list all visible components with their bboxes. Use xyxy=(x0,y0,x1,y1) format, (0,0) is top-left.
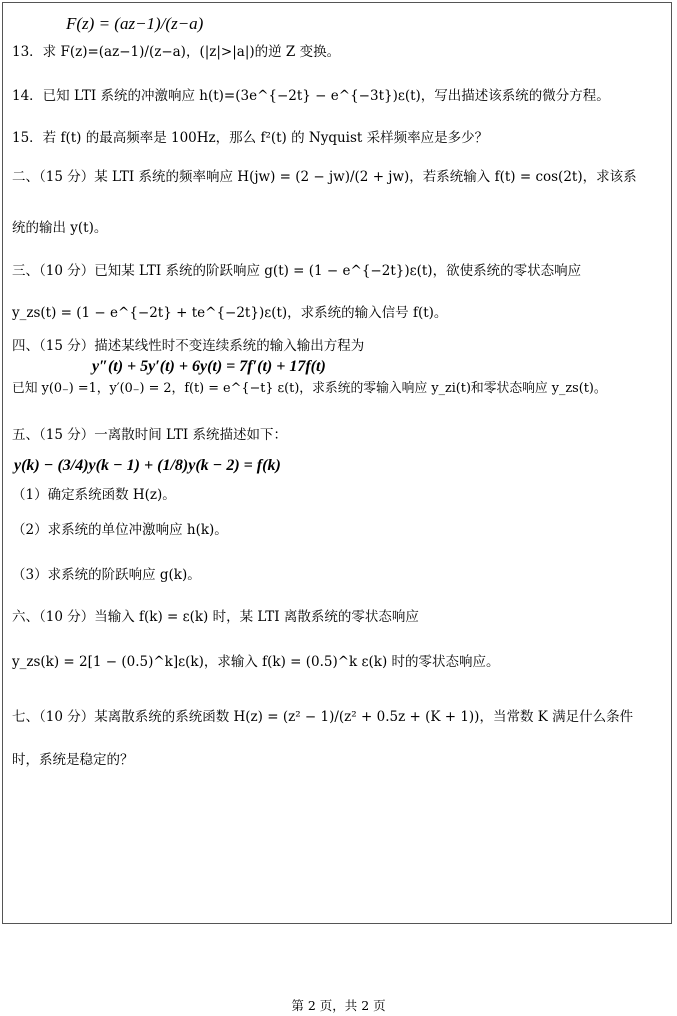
question-5-2: （2）求系统的单位冲激响应 h(k)。 xyxy=(12,522,228,538)
section-6-heading: 六、（10 分）当输入 f(k) = ε(k) 时，某 LTI 离散系统的零状态响应 xyxy=(12,609,419,625)
section-7-heading: 七、（10 分）某离散系统的系统函数 H(z) = (z² − 1)/(z² + 0.5z + (K + 1))，当常数 K 满足什么条件 xyxy=(12,709,634,725)
section-2-heading: 二、（15 分）某 LTI 系统的频率响应 H(jw) = (2 − jw)/(2 + jw)，若系统输入 f(t) = cos(2t)，求该系 xyxy=(12,169,637,185)
page-footer: 第 2 页，共 2 页 xyxy=(291,998,386,1013)
section-3-continued: y_zs(t) = (1 − e^{−2t} + te^{−2t})ε(t)，求系统的输入信号 f(t)。 xyxy=(12,305,448,321)
section-2-continued: 统的输出 y(t)。 xyxy=(12,220,108,236)
difference-equation: y(k) − (3/4)y(k − 1) + (1/8)y(k − 2) = f(k) xyxy=(14,457,281,474)
section-3-heading: 三、（10 分）已知某 LTI 系统的阶跃响应 g(t) = (1 − e^{−2t})ε(t)，欲使系统的零状态响应 xyxy=(12,263,582,279)
question-13: 13．求 F(z)=(az−1)/(z−a)，(|z|>|a|)的逆 Z 变换。 xyxy=(12,44,341,60)
section-4-heading: 四、（15 分）描述某线性时不变连续系统的输入输出方程为 xyxy=(12,338,365,354)
question-14: 14．已知 LTI 系统的冲激响应 h(t)=(3e^{−2t} − e^{−3t})ε(t)，写出描述该系统的微分方程。 xyxy=(12,88,610,104)
question-15: 15．若 f(t) 的最高频率是 100Hz，那么 f²(t) 的 Nyquist 采样频率应是多少？ xyxy=(12,130,489,146)
differential-equation: y″(t) + 5y′(t) + 6y(t) = 7f′(t) + 17f(t) xyxy=(92,358,326,375)
section-6-continued: y_zs(k) = 2[1 − (0.5)^k]ε(k)，求输入 f(k) = (0.5)^k ε(k) 时的零状态响应。 xyxy=(12,654,500,670)
question-5-1: （1）确定系统函数 H(z)。 xyxy=(12,487,176,503)
question-5-3: （3）求系统的阶跃响应 g(k)。 xyxy=(12,567,201,583)
section-5-heading: 五、（15 分）一离散时间 LTI 系统描述如下： xyxy=(12,427,288,443)
section-7-continued: 时，系统是稳定的？ xyxy=(12,752,134,768)
formula-line: F(z) = (az−1)/(z−a) xyxy=(66,14,204,33)
section-4-continued: 已知 y(0₋) =1，y′(0₋) = 2，f(t) = e^{−t} ε(t)，求系统的零输入响应 y_zi(t)和零状态响应 y_zs(t)。 xyxy=(12,381,607,396)
